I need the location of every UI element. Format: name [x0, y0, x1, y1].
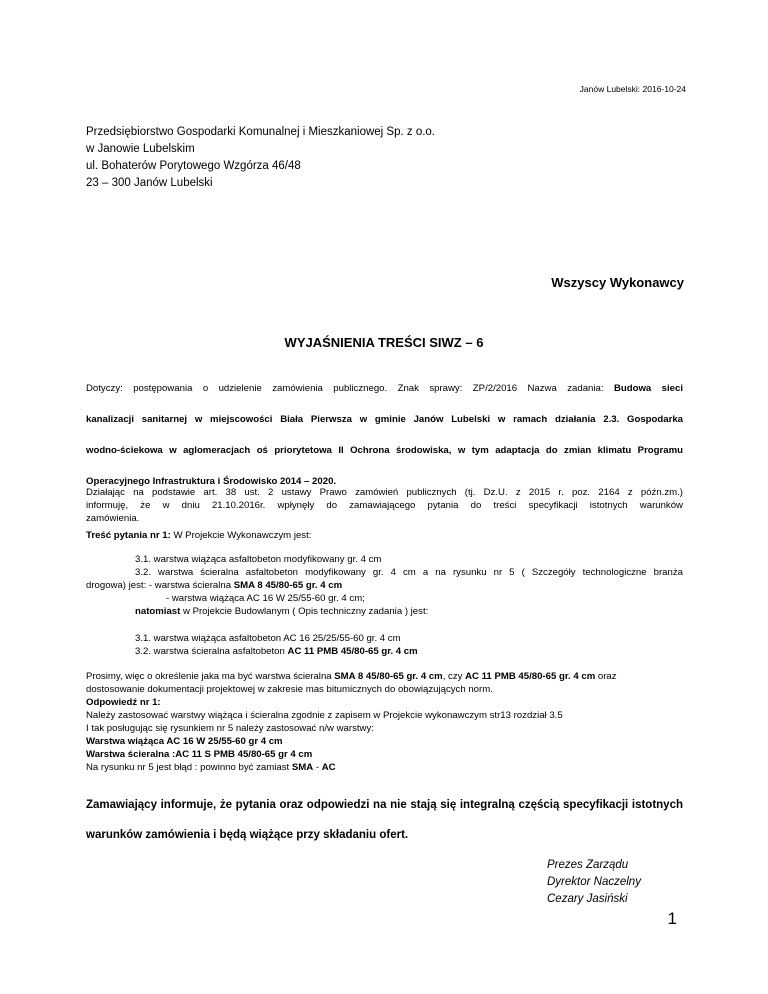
final-statement	[86, 790, 683, 850]
concerns-paragraph	[86, 373, 683, 497]
list-item-text: 3.2. warstwa ścieralna asfaltobeton	[135, 646, 288, 657]
list-item	[86, 605, 683, 618]
list-item-bold: SMA 8 45/80-65 gr. 4 cm	[233, 580, 343, 591]
answer-text: -	[313, 762, 322, 773]
answer-bold: SMA	[291, 762, 314, 773]
basis-line: zamówienia.	[86, 513, 140, 524]
building-project-items	[86, 632, 683, 658]
request-text: Prosimy, więc o określenie jaka ma być warstwa ścieralna	[86, 671, 335, 682]
request-line	[86, 670, 683, 683]
list-item: 3.2. warstwa ścieralna asfaltobeton modyfikowany gr. 4 cm a na rysunku nr 5 ( Szczegóły technologiczne branża	[135, 567, 683, 578]
sender-address	[86, 124, 435, 192]
sender-line: w Janowie Lubelskim	[86, 143, 195, 155]
request-and-answer	[86, 670, 683, 774]
concerns-intro: Dotyczy: postępowania o udzielenie zamówienia publicznego. Znak sprawy: ZP/2/2016 Nazwa zadania:	[86, 383, 614, 394]
answer-line	[86, 761, 683, 774]
request-text: , czy	[442, 671, 466, 682]
signature-line: Prezes Zarządu	[547, 859, 629, 871]
signature-block	[547, 857, 641, 908]
recipient: Wszyscy Wykonawcy	[551, 275, 684, 290]
answer-line: Należy zastosować warstwy wiążąca i ścieralna zgodnie z zapisem w Projekcie wykonawczym str13 rozdział 3.5	[86, 710, 563, 721]
answer-label: Odpowiedź nr 1:	[86, 697, 161, 708]
page-number: 1	[667, 909, 677, 928]
list-item	[135, 645, 683, 658]
task-title: Operacyjnego Infrastruktura i Środowisko 2014 – 2020.	[86, 476, 337, 487]
request-bold: SMA 8 45/80-65 gr. 4 cm	[334, 671, 443, 682]
signature-line: Cezary Jasiński	[547, 893, 628, 905]
document-heading: WYJAŚNIENIA TREŚCI SIWZ – 6	[284, 335, 484, 350]
question-label: Treść pytania nr 1:	[86, 530, 171, 541]
answer-line-bold: Warstwa wiążąca AC 16 W 25/55-60 gr 4 cm	[86, 736, 283, 747]
answer-bold: AC	[321, 762, 336, 773]
basis-line: informuję, że w dniu 21.10.2016r. wpłynęły do zamawiającego pytania do treści specyfikacji istotnych warunków	[86, 500, 683, 511]
list-item-text: drogowa) jest: - warstwa ścieralna	[86, 580, 234, 591]
sender-line: ul. Bohaterów Porytowego Wzgórza 46/48	[86, 160, 301, 172]
answer-line-bold: Warstwa ścieralna :AC 11 S PMB 45/80-65 gr 4 cm	[86, 749, 313, 760]
list-item-bold: AC 11 PMB 45/80-65 gr. 4 cm	[287, 646, 418, 657]
list-item-text: w Projekcie Budowlanym ( Opis techniczny zadania ) jest:	[180, 606, 429, 617]
answer-text: Na rysunku nr 5 jest błąd : powinno być zamiast	[86, 762, 292, 773]
question-header	[86, 529, 683, 542]
list-item: 3.1. warstwa wiążąca asfaltobeton AC 16 25/25/55-60 gr. 4 cm	[135, 633, 401, 644]
request-bold: AC 11 PMB 45/80-65 gr. 4 cm	[465, 671, 596, 682]
task-title: kanalizacji sanitarnej w miejscowości Biała Pierwsza w gminie Janów Lubelski w ramach działania 2.3. Gospodarka	[86, 414, 683, 425]
basis-line: Działając na podstawie art. 38 ust. 2 ustawy Prawo zamówień publicznych (tj. Dz.U. z 2015 r. poz. 2164 z późn.zm.)	[86, 487, 683, 498]
answer-line: I tak posługując się rysunkiem nr 5 należy zastosować n/w warstwy:	[86, 723, 374, 734]
executive-project-items	[86, 553, 683, 618]
task-title: Budowa sieci	[613, 383, 684, 394]
final-line: warunków zamówienia i będą wiążące przy składaniu ofert.	[86, 829, 409, 841]
list-item	[86, 579, 683, 592]
document-date: Janów Lubelski: 2016-10-24	[579, 84, 686, 94]
list-item: 3.1. warstwa wiążąca asfaltobeton modyfikowany gr. 4 cm	[135, 554, 382, 565]
concerns-line	[86, 373, 683, 404]
task-title: wodno-ściekowa w aglomeracjach oś priorytetowa II Ochrona środowiska, w tym adaptacja do zmian klimatu Programu	[86, 445, 683, 456]
request-text: oraz	[595, 671, 617, 682]
list-item: - warstwa wiążąca AC 16 W 25/55-60 gr. 4 cm;	[166, 593, 365, 604]
question-text: W Projekcie Wykonawczym jest:	[170, 530, 312, 541]
sender-line: 23 – 300 Janów Lubelski	[86, 177, 213, 189]
signature-line: Dyrektor Naczelny	[547, 876, 641, 888]
however-label: natomiast	[135, 606, 181, 617]
final-line: Zamawiający informuje, że pytania oraz odpowiedzi na nie stają się integralną częścią specyfikacji istotnych	[86, 799, 683, 811]
request-line: dostosowanie dokumentacji projektowej w zakresie mas bitumicznych do obowiązujących norm.	[86, 684, 493, 695]
sender-line: Przedsiębiorstwo Gospodarki Komunalnej i Mieszkaniowej Sp. z o.o.	[86, 126, 435, 138]
basis-paragraph	[86, 486, 683, 525]
